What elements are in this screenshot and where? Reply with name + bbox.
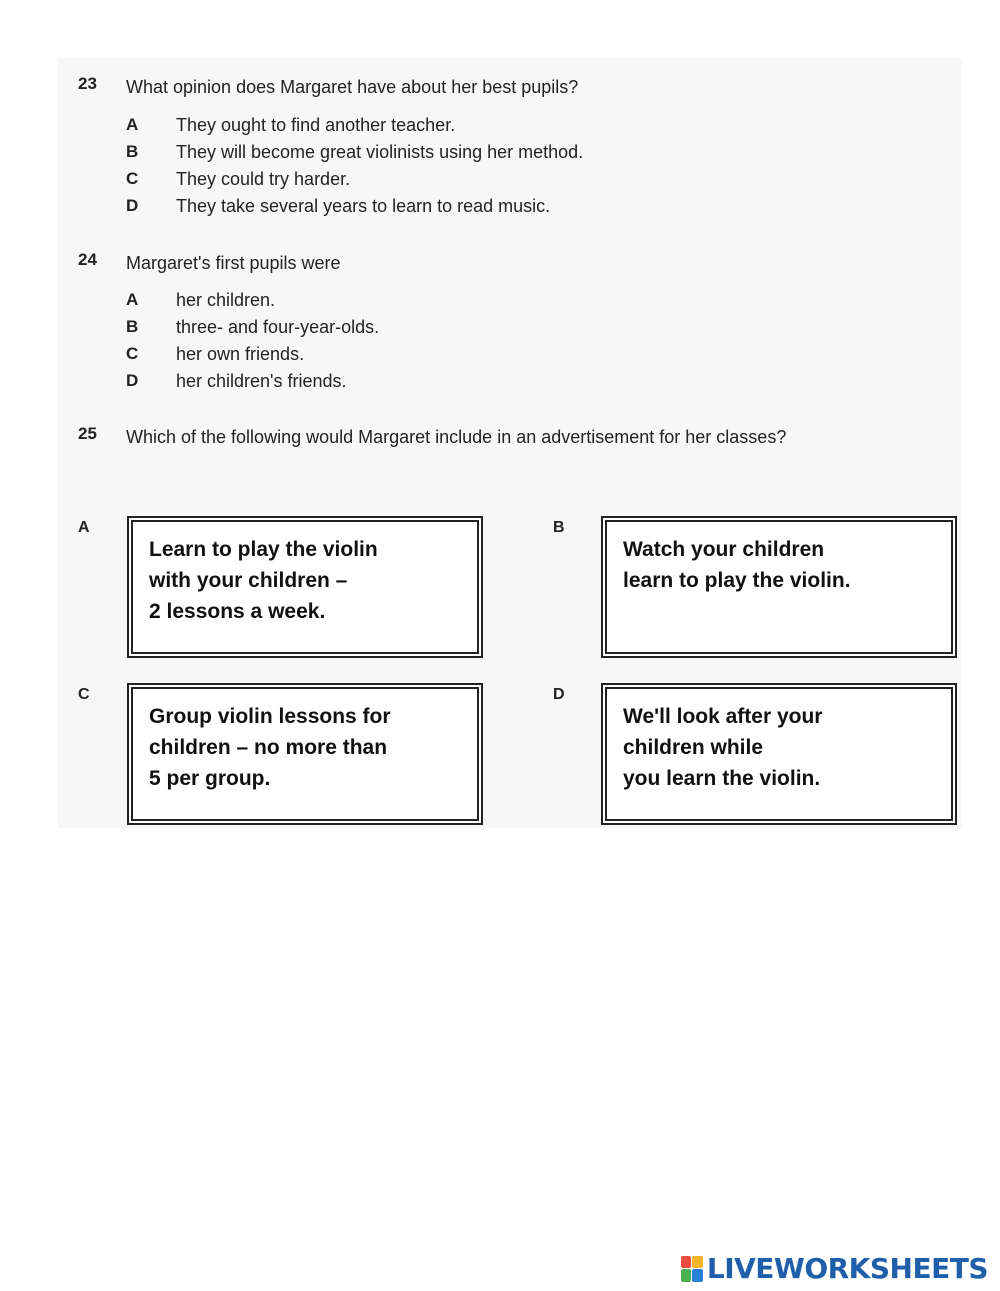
question-number: 24 [78, 250, 97, 269]
option-text: her own friends. [176, 344, 305, 364]
logo-square-icon [692, 1269, 703, 1282]
option-letter: D [126, 371, 139, 390]
ad-label-a: A [78, 519, 90, 536]
ad-label-d: D [553, 686, 565, 703]
ad-text: We'll look after your children while you learn the violin. [623, 705, 823, 790]
question-text: What opinion does Margaret have about her best pupils? [126, 77, 579, 97]
question-text: Which of the following would Margaret include in an advertisement for her classes? [126, 427, 787, 447]
option-letter: B [126, 317, 139, 336]
logo-square-icon [681, 1269, 692, 1282]
question-number: 23 [78, 74, 97, 93]
option-text: her children. [176, 290, 276, 310]
ad-box-b[interactable] [605, 520, 953, 654]
liveworksheets-brand[interactable] [681, 1252, 988, 1285]
ad-text: Learn to play the violin with your children – 2 lessons a week. [149, 538, 378, 623]
logo-square-icon [681, 1256, 692, 1269]
ad-text: Group violin lessons for children – no more than 5 per group. [149, 705, 391, 790]
question-number: 25 [78, 424, 97, 443]
logo-square-icon [692, 1256, 703, 1269]
option-text: They ought to find another teacher. [176, 115, 456, 135]
ad-label-c: C [78, 686, 90, 703]
option-letter: C [126, 169, 139, 188]
option-letter: D [126, 196, 139, 215]
option-text: They will become great violinists using her method. [176, 142, 584, 162]
option-text: They take several years to learn to read music. [176, 196, 551, 216]
option-letter: A [126, 290, 139, 309]
option-letter: A [126, 115, 139, 134]
option-letter: C [126, 344, 139, 363]
option-text: three- and four-year-olds. [176, 317, 380, 337]
liveworksheets-logo-icon [681, 1256, 703, 1282]
ad-label-b: B [553, 519, 565, 536]
ad-box-d[interactable] [605, 687, 953, 821]
option-text: her children's friends. [176, 371, 347, 391]
question-text: Margaret's first pupils were [126, 253, 341, 273]
ad-text: Watch your children learn to play the violin. [623, 538, 851, 592]
ad-box-a[interactable] [131, 520, 479, 654]
option-text: They could try harder. [176, 169, 351, 189]
ad-box-c[interactable] [131, 687, 479, 821]
option-letter: B [126, 142, 139, 161]
brand-name: LIVEWORKSHEETS [706, 1252, 988, 1285]
